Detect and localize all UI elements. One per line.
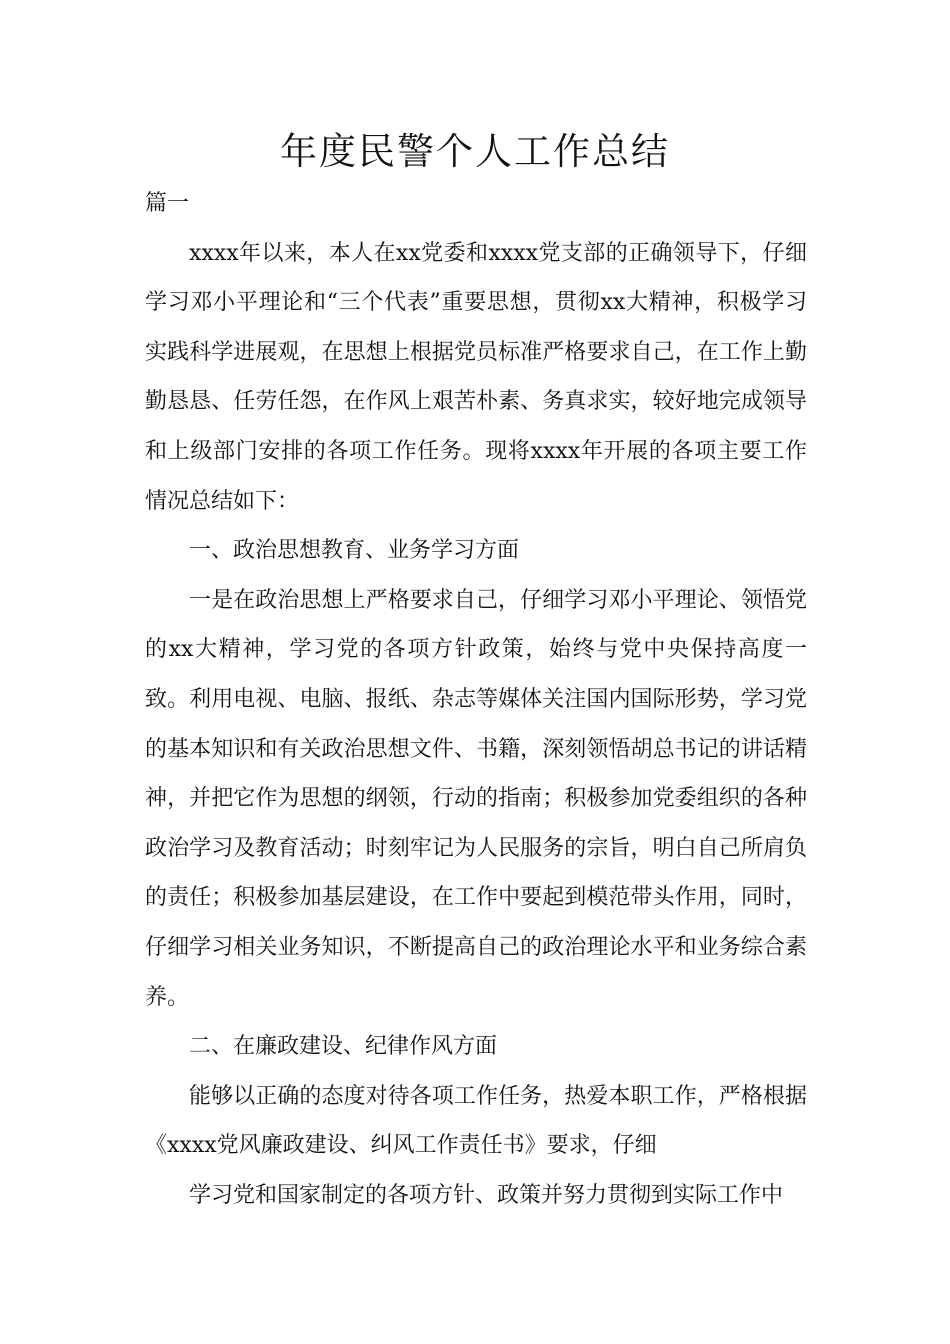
document-title: 年度民警个人工作总结 <box>280 130 670 173</box>
section-heading-1: 一、政治思想教育、业务学习方面 <box>189 538 520 564</box>
paragraph-integrity: 能够以正确的态度对待各项工作任务，热爱本职工作，严格根据《xxxx党风廉政建设、纠风工作责任书》要求，仔细 <box>145 1083 807 1159</box>
paragraph-politics: 一是在政治思想上严格要求自己，仔细学习邓小平理论、领悟党的xx大精神，学习党的各项方针政策，始终与党中央保持高度一致。利用电视、电脑、报纸、杂志等媒体关注国内国际形势，学习党的基本知识和有关政治思想文件、书籍，深刻领悟胡总书记的讲话精神，并把它作为思想的纲领，行动的指南；积极参加党委组织的各种政治学习及教育活动；时刻牢记为人民服务的宗旨，明白自己所肩负的责任；积极参加基层建设，在工作中要起到模范带头作用，同时，仔细学习相关业务知识，不断提高自己的政治理论水平和业务综合素养。 <box>145 587 807 1010</box>
section-heading-2: 二、在廉政建设、纪律作风方面 <box>189 1034 498 1060</box>
paragraph-continuation: 学习党和国家制定的各项方针、政策并努力贯彻到实际工作中 <box>189 1182 784 1208</box>
paragraph-intro: xxxx年以来，本人在xx党委和xxxx党支部的正确领导下，仔细学习邓小平理论和“三个代表”重要思想，贯彻xx大精神，积极学习实践科学进展观，在思想上根据党员标准严格要求自己，在工作上勤勤恳恳、任劳任怨，在作风上艰苦朴素、务真求实，较好地完成领导和上级部门安排的各项工作任务。现将xxxx年开展的各项主要工作情况总结如下： <box>145 240 807 514</box>
section-label: 篇一 <box>145 191 190 216</box>
document-body <box>145 179 807 1220</box>
